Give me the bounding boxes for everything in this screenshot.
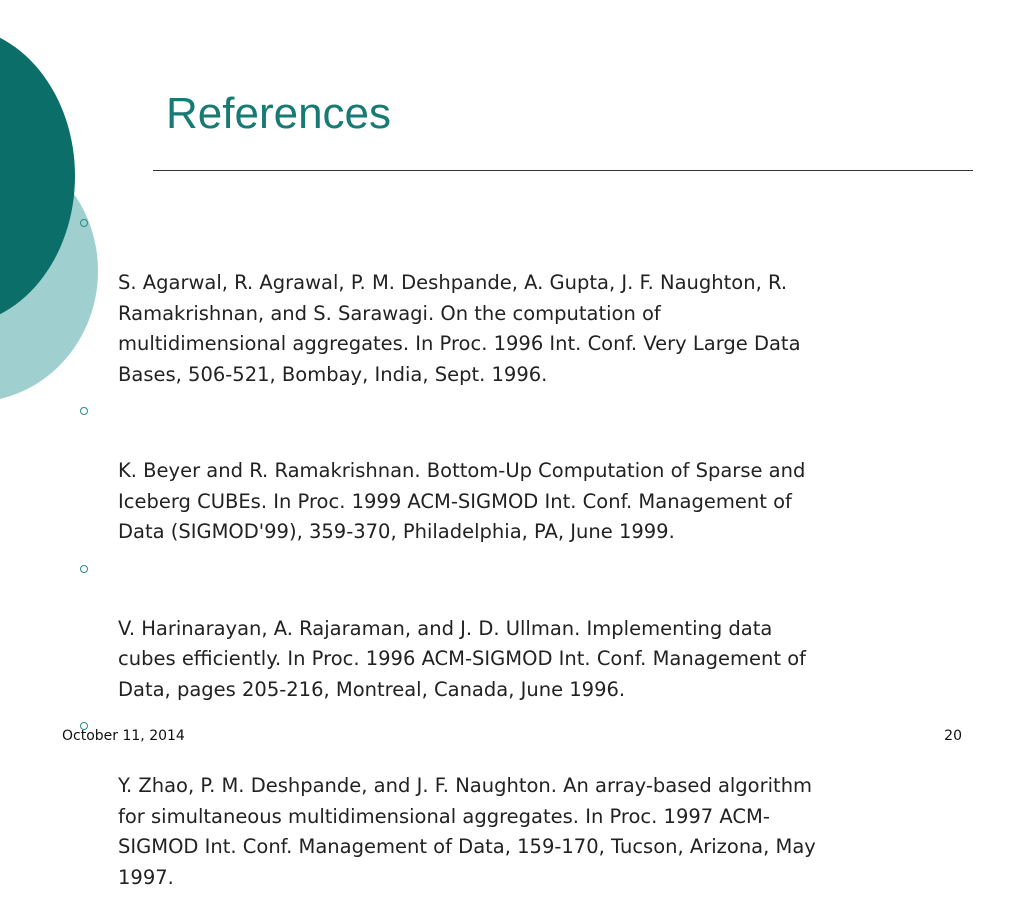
reference-text: Y. Zhao, P. M. Deshpande, and J. F. Naughton. An array-based algorithm for simultaneous multidimensional aggregates. In Proc. 1997 ACM- SIGMOD Int. Conf. Management of Data, 159-170, Tucson, Arizona, May 1997. (118, 774, 816, 889)
hollow-circle-bullet-icon (80, 565, 88, 573)
slide-title: References (166, 89, 392, 138)
reference-item (78, 207, 978, 390)
reference-item (78, 710, 978, 893)
footer-page-number: 20 (944, 728, 962, 744)
reference-text: V. Harinarayan, A. Rajaraman, and J. D. Ullman. Implementing data cubes efficiently. In Proc. 1996 ACM-SIGMOD Int. Conf. Management of Data, pages 205-216, Montreal, Canada, June 1996. (118, 616, 807, 701)
footer-date: October 11, 2014 (62, 728, 185, 744)
title-divider (153, 170, 973, 171)
hollow-circle-bullet-icon (80, 407, 88, 415)
reference-text: S. Agarwal, R. Agrawal, P. M. Deshpande, A. Gupta, J. F. Naughton, R. Ramakrishnan, and S. Sarawagi. On the computation of multidimensional aggregates. In Proc. 1996 Int. Conf. Very Large Data Bases, 506-521, Bombay, India, Sept. 1996. (118, 271, 801, 386)
reference-item (78, 395, 978, 548)
reference-item (78, 553, 978, 706)
reference-text: K. Beyer and R. Ramakrishnan. Bottom-Up Computation of Sparse and Iceberg CUBEs. In Proc. 1999 ACM-SIGMOD Int. Conf. Management of Data (SIGMOD'99), 359-370, Philadelphia, PA, June 1999. (118, 459, 806, 543)
reference-list (78, 207, 978, 898)
hollow-circle-bullet-icon (80, 219, 88, 227)
